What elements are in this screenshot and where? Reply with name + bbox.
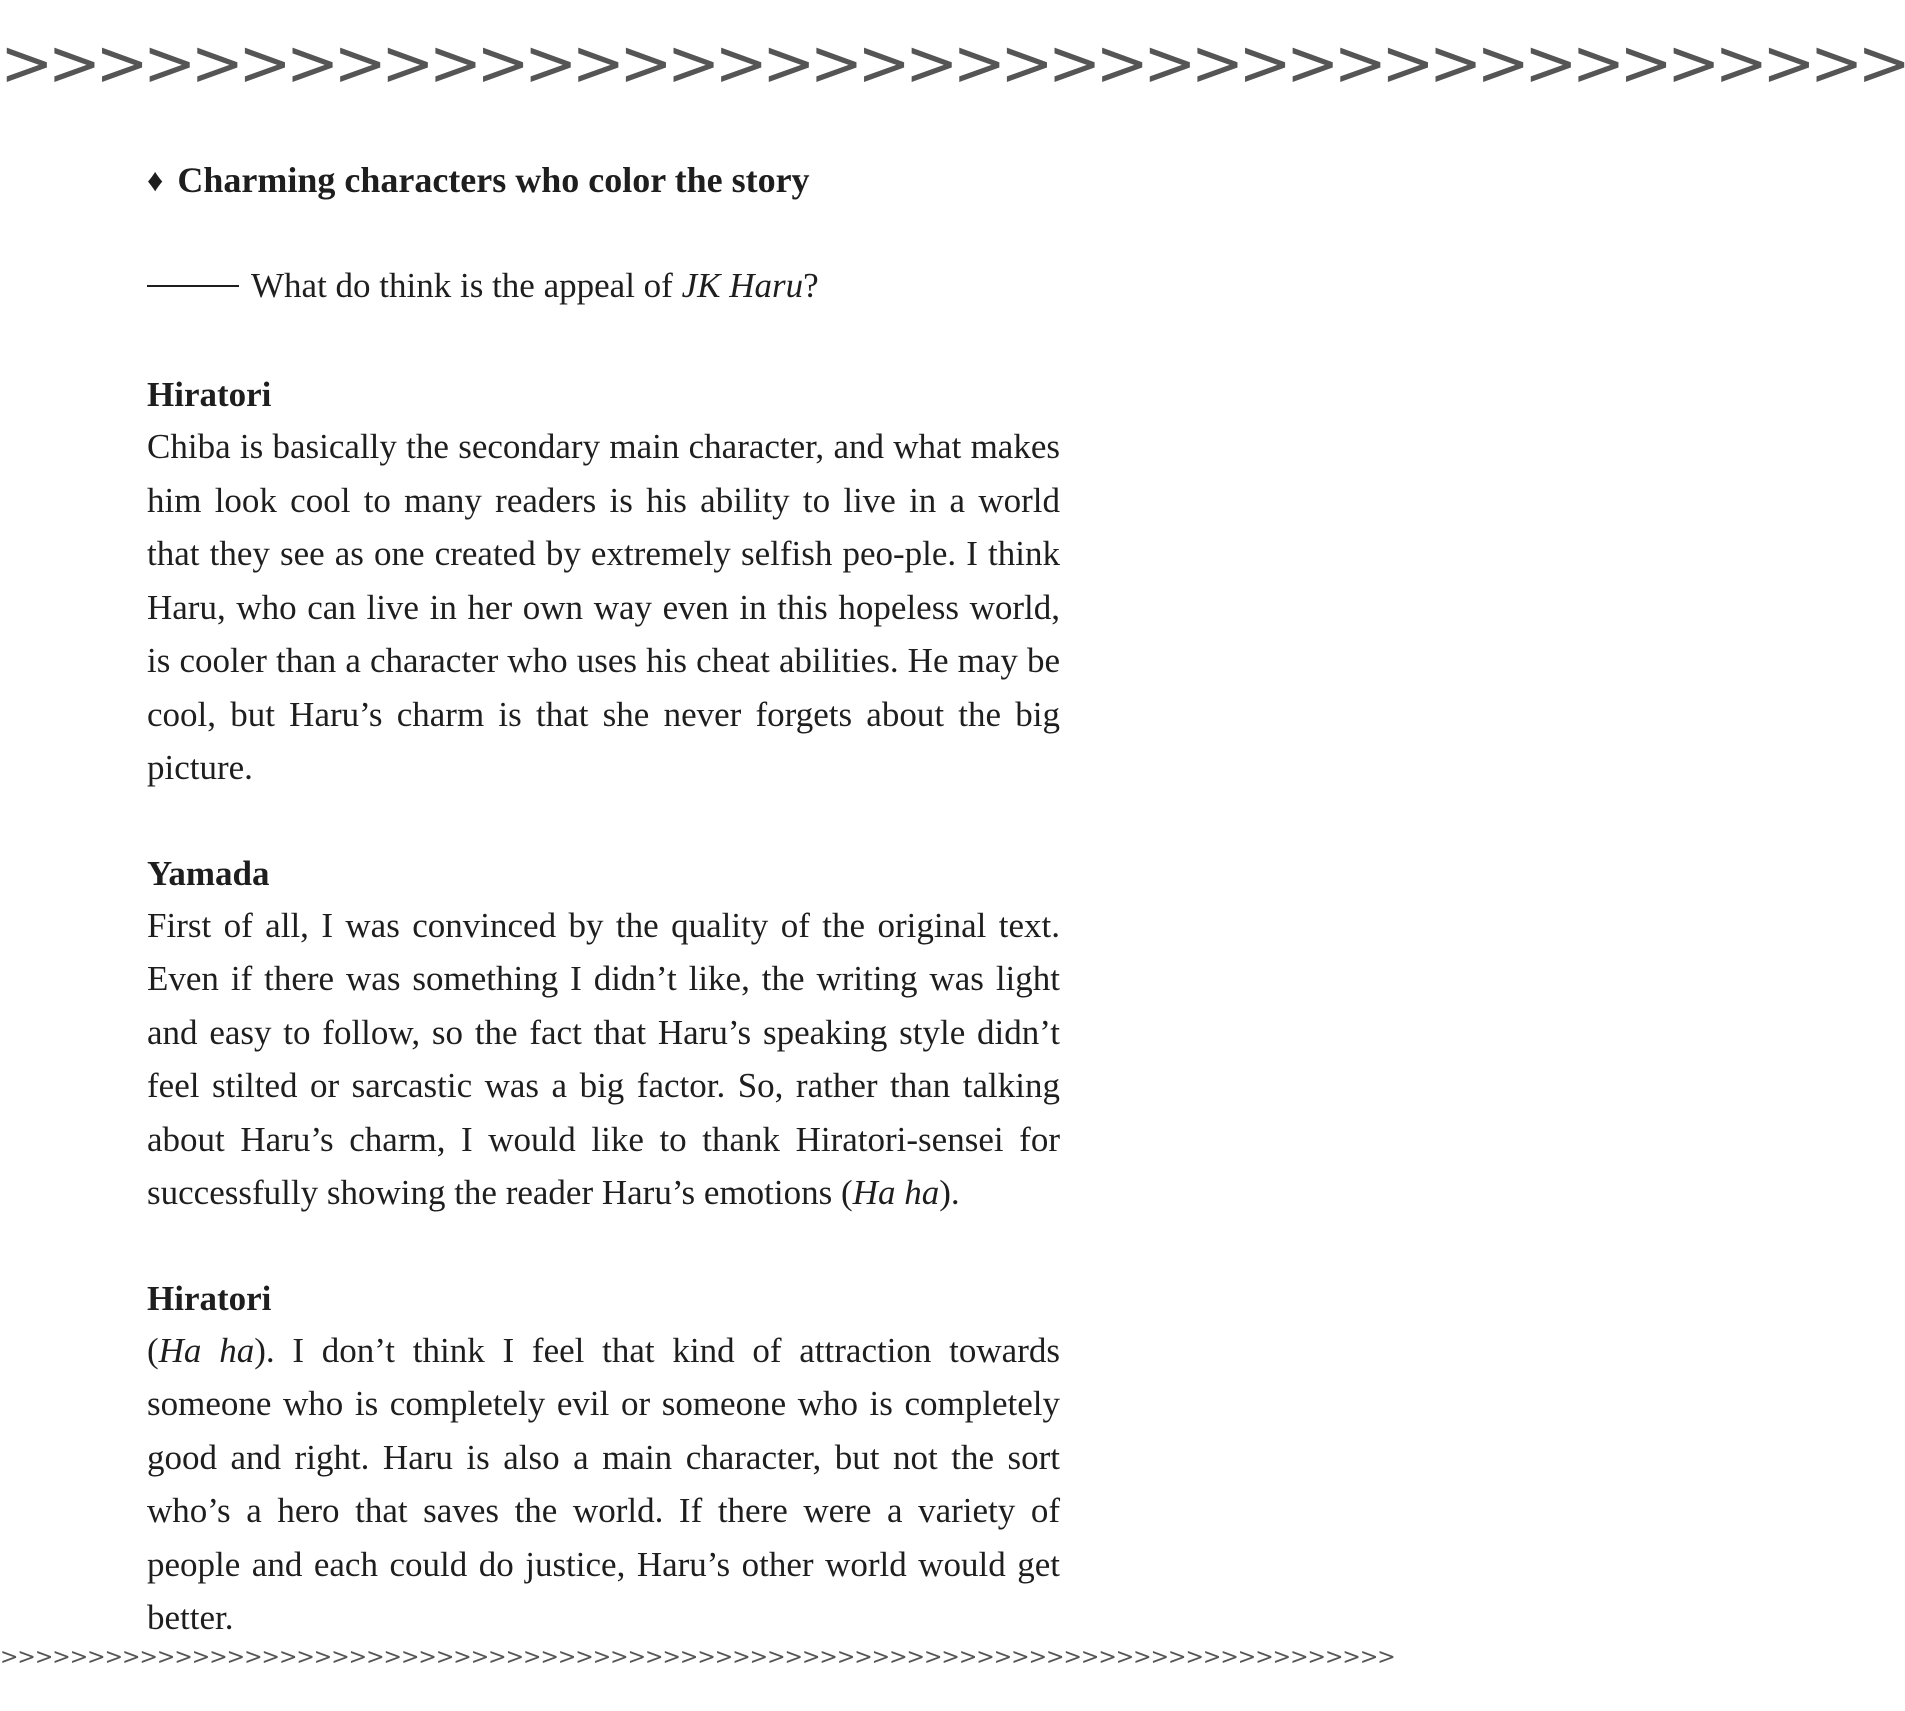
section-heading-text: Charming characters who color the story xyxy=(177,160,810,200)
question-prefix: What do think is the appeal of xyxy=(251,266,682,305)
question-text xyxy=(251,256,819,316)
dialogue-text xyxy=(147,1324,1060,1645)
question-title: JK Haru xyxy=(681,266,804,305)
section-heading xyxy=(147,150,1060,210)
bottom-chevron-border: >>>>>>>>>>>>>>>>>>>>>>>>>>>>>>>>>>>>>>>>>>>>>>>>>>>>>>>>>>>>>>>>>>>>>>>>>>>>>>>> xyxy=(0,1645,1395,1670)
dialogue-text xyxy=(147,899,1060,1220)
page-content xyxy=(147,150,1060,1645)
dialogue-text-before: First of all, I was convinced by the quality of the original text. Even if there was something I didn’t like, the writing was light and easy to follow, so the fact that Haru’s speaking style didn’t feel stilted or sarcastic was a big factor. So, rather than talking about Haru’s charm, I would like to thank Hiratori-sensei for successfully showing the reader Haru’s emotions ( xyxy=(147,905,1060,1212)
speaker-name: Hiratori xyxy=(147,375,272,414)
em-dash-rule xyxy=(147,285,239,287)
question-suffix: ? xyxy=(803,266,819,305)
dialogue-text-after: ). xyxy=(939,1173,960,1212)
dialogue-italic: Ha ha xyxy=(158,1330,255,1370)
speaker-name: Hiratori xyxy=(147,1278,272,1318)
speaker-name: Yamada xyxy=(147,853,270,893)
dialogue-text-before: ( xyxy=(147,1330,159,1370)
dialogue-block-3 xyxy=(147,1274,1060,1645)
diamond-bullet-icon: ♦ xyxy=(147,162,164,198)
dialogue-block-1 xyxy=(147,370,1060,795)
dialogue-text: Chiba is basically the secondary main character, and what makes him look cool to many readers is his ability to live in a world that they see as one created by extremely selfish peo-ple. I think Haru, who can live in her own way even in this hopeless world, is cooler than a character who uses his cheat abilities. He may be cool, but Haru’s charm is that she never forgets about the big picture. xyxy=(147,427,1060,787)
dialogue-block-2 xyxy=(147,849,1060,1220)
top-chevron-border: >>>>>>>>>>>>>>>>>>>>>>>>>>>>>>>>>>>>>>>> xyxy=(0,27,1905,101)
interview-question xyxy=(147,256,1060,316)
dialogue-text-after: ). I don’t think I feel that kind of attraction towards someone who is completely evil or someone who is completely good and right. Haru is also a main character, but not the sort who’s a hero that saves the world. If there were a variety of people and each could do justice, Haru’s other world would get better. xyxy=(147,1330,1060,1637)
dialogue-italic: Ha ha xyxy=(852,1173,940,1212)
